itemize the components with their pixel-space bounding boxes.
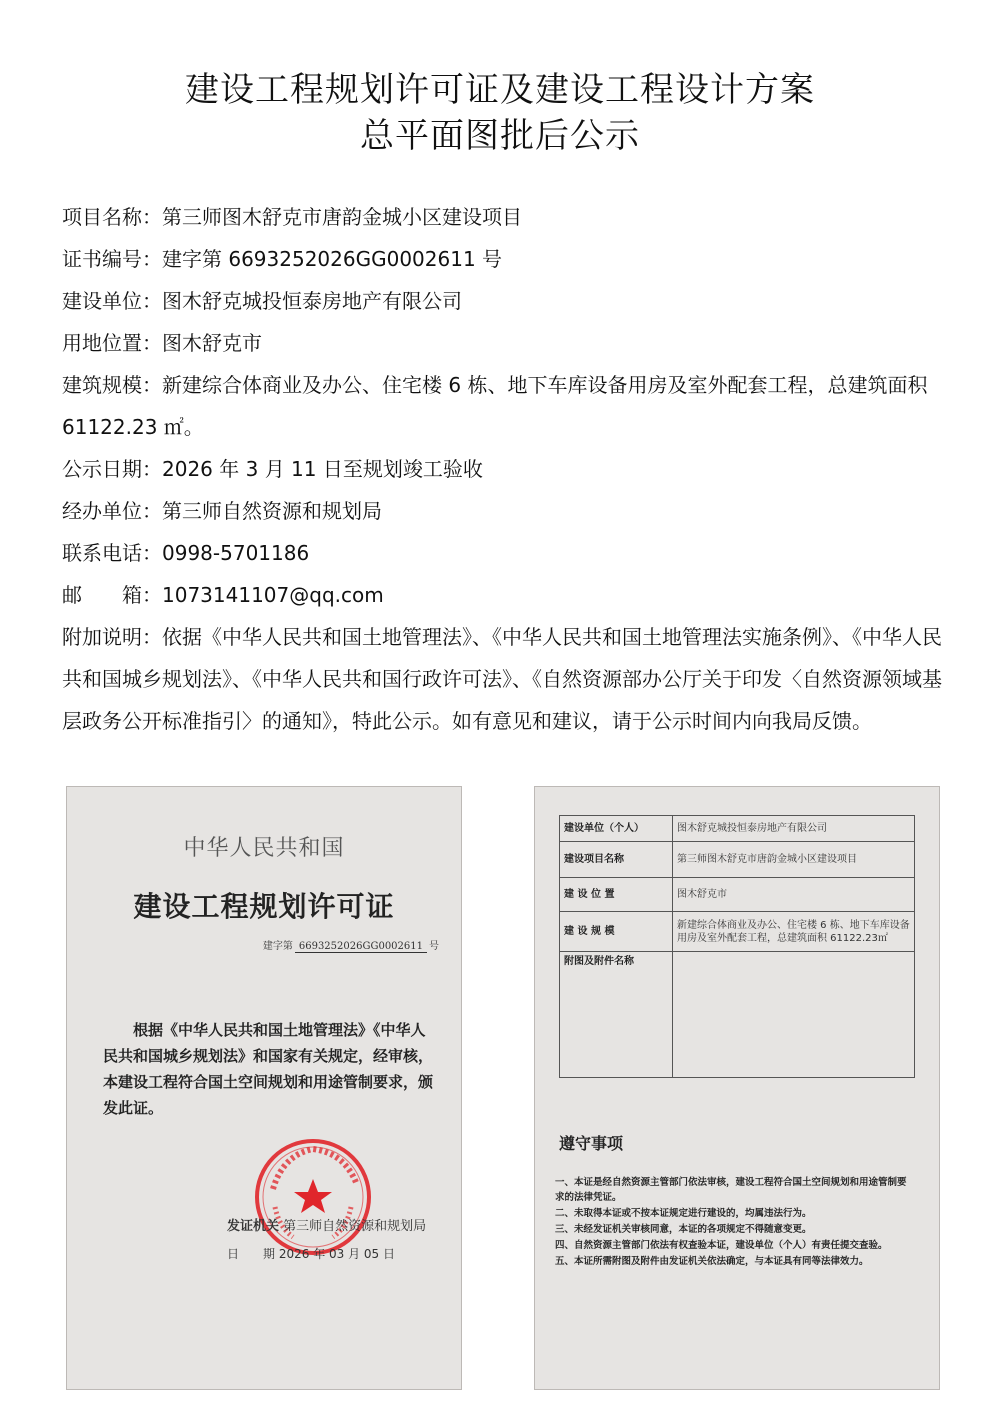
list-item: 一、本证是经自然资源主管部门依法审核，建设工程符合国土空间规划和用途管制要求的法律凭证。 bbox=[555, 1177, 907, 1203]
cert-no-value: 6693252026GG0002611 bbox=[295, 941, 427, 953]
table-row bbox=[560, 878, 915, 912]
certificate-number: 证书编号：建字第 6693252026GG0002611 号 bbox=[62, 247, 503, 271]
row-value: 图木舒克城投恒泰房地产有限公司 bbox=[673, 816, 915, 842]
table-row bbox=[560, 842, 915, 878]
issuer-label: 发证机关 bbox=[227, 1219, 280, 1234]
certificate-basis-text: 根据《中华人民共和国土地管理法》《中华人民共和国城乡规划法》和国家有关规定，经审核，本建设工程符合国土空间规划和用途管制要求，颁发此证。 bbox=[103, 1021, 434, 1117]
announcement-info bbox=[62, 196, 942, 742]
additional-notes: 附加说明：依据《中华人民共和国土地管理法》、《中华人民共和国土地管理法实施条例》、《中华人民共和国城乡规划法》、《中华人民共和国行政许可法》、《自然资源部办公厅关于印发〈自然资源领域基层政务公开标准指引〉的通知》，特此公示。如有意见和建议，请于公示时间内向我局反馈。 bbox=[62, 625, 942, 733]
issue-date-value: 2026 年 03 月 05 日 bbox=[278, 1247, 395, 1261]
construction-unit: 建设单位：图木舒克城投恒泰房地产有限公司 bbox=[62, 289, 462, 313]
row-key: 建 设 位 置 bbox=[560, 878, 673, 912]
certificate-number-line bbox=[263, 937, 439, 953]
issue-date bbox=[227, 1245, 395, 1262]
table-row bbox=[560, 912, 915, 952]
certificate-details-table bbox=[559, 815, 915, 1078]
cert-no-suffix: 号 bbox=[429, 941, 439, 952]
issuing-authority bbox=[227, 1215, 426, 1234]
row-value: 第三师图木舒克市唐韵金城小区建设项目 bbox=[673, 842, 915, 878]
list-item: 五、本证所需附图及附件由发证机关依法确定，与本证具有同等法律效力。 bbox=[555, 1256, 869, 1267]
row-key: 建设项目名称 bbox=[560, 842, 673, 878]
table-row bbox=[560, 816, 915, 842]
issuer-value: 第三师自然资源和规划局 bbox=[283, 1219, 427, 1234]
certificate-country: 中华人民共和国 bbox=[183, 836, 345, 861]
contact-phone: 联系电话：0998-5701186 bbox=[62, 541, 310, 565]
cert-no-prefix: 建字第 bbox=[262, 941, 293, 952]
contact-email: 邮 箱：1073141107@qq.com bbox=[62, 583, 384, 607]
list-item: 四、自然资源主管部门依法有权查验本证，建设单位（个人）有责任提交查验。 bbox=[555, 1240, 888, 1251]
site-location: 用地位置：图木舒克市 bbox=[62, 331, 262, 355]
list-item: 二、未取得本证或不按本证规定进行建设的，均属违法行为。 bbox=[555, 1208, 812, 1219]
certificate-title: 建设工程规划许可证 bbox=[133, 890, 395, 923]
row-value: 图木舒克市 bbox=[673, 878, 915, 912]
official-seal bbox=[253, 1137, 373, 1257]
page-title-line-1: 建设工程规划许可证及建设工程设计方案 bbox=[185, 70, 815, 110]
table-row bbox=[560, 952, 915, 1078]
notice-title: 遵守事项 bbox=[559, 1134, 624, 1153]
handling-office: 经办单位：第三师自然资源和规划局 bbox=[62, 499, 382, 523]
announcement-date: 公示日期：2026 年 3 月 11 日至规划竣工验收 bbox=[62, 457, 483, 481]
row-key: 建设单位（个人） bbox=[560, 816, 673, 842]
row-value bbox=[673, 952, 915, 1078]
list-item: 三、未经发证机关审核同意，本证的各项规定不得随意变更。 bbox=[555, 1224, 812, 1235]
row-key: 建 设 规 模 bbox=[560, 912, 673, 952]
construction-scale: 建筑规模：新建综合体商业及办公、住宅楼 6 栋、地下车库设备用房及室外配套工程，总建筑面积 61122.23 ㎡。 bbox=[62, 373, 928, 439]
certificate-back bbox=[534, 786, 940, 1390]
row-key: 附图及附件名称 bbox=[560, 952, 673, 1078]
notice-list bbox=[555, 1175, 915, 1270]
certificate-front bbox=[66, 786, 462, 1390]
project-name: 项目名称：第三师图木舒克市唐韵金城小区建设项目 bbox=[62, 205, 522, 229]
page-title-line-2: 总平面图批后公示 bbox=[360, 116, 640, 156]
row-value: 新建综合体商业及办公、住宅楼 6 栋、地下车库设备用房及室外配套工程，总建筑面积 61122.23㎡ bbox=[673, 912, 915, 952]
issue-date-label: 日 期 bbox=[227, 1247, 276, 1261]
